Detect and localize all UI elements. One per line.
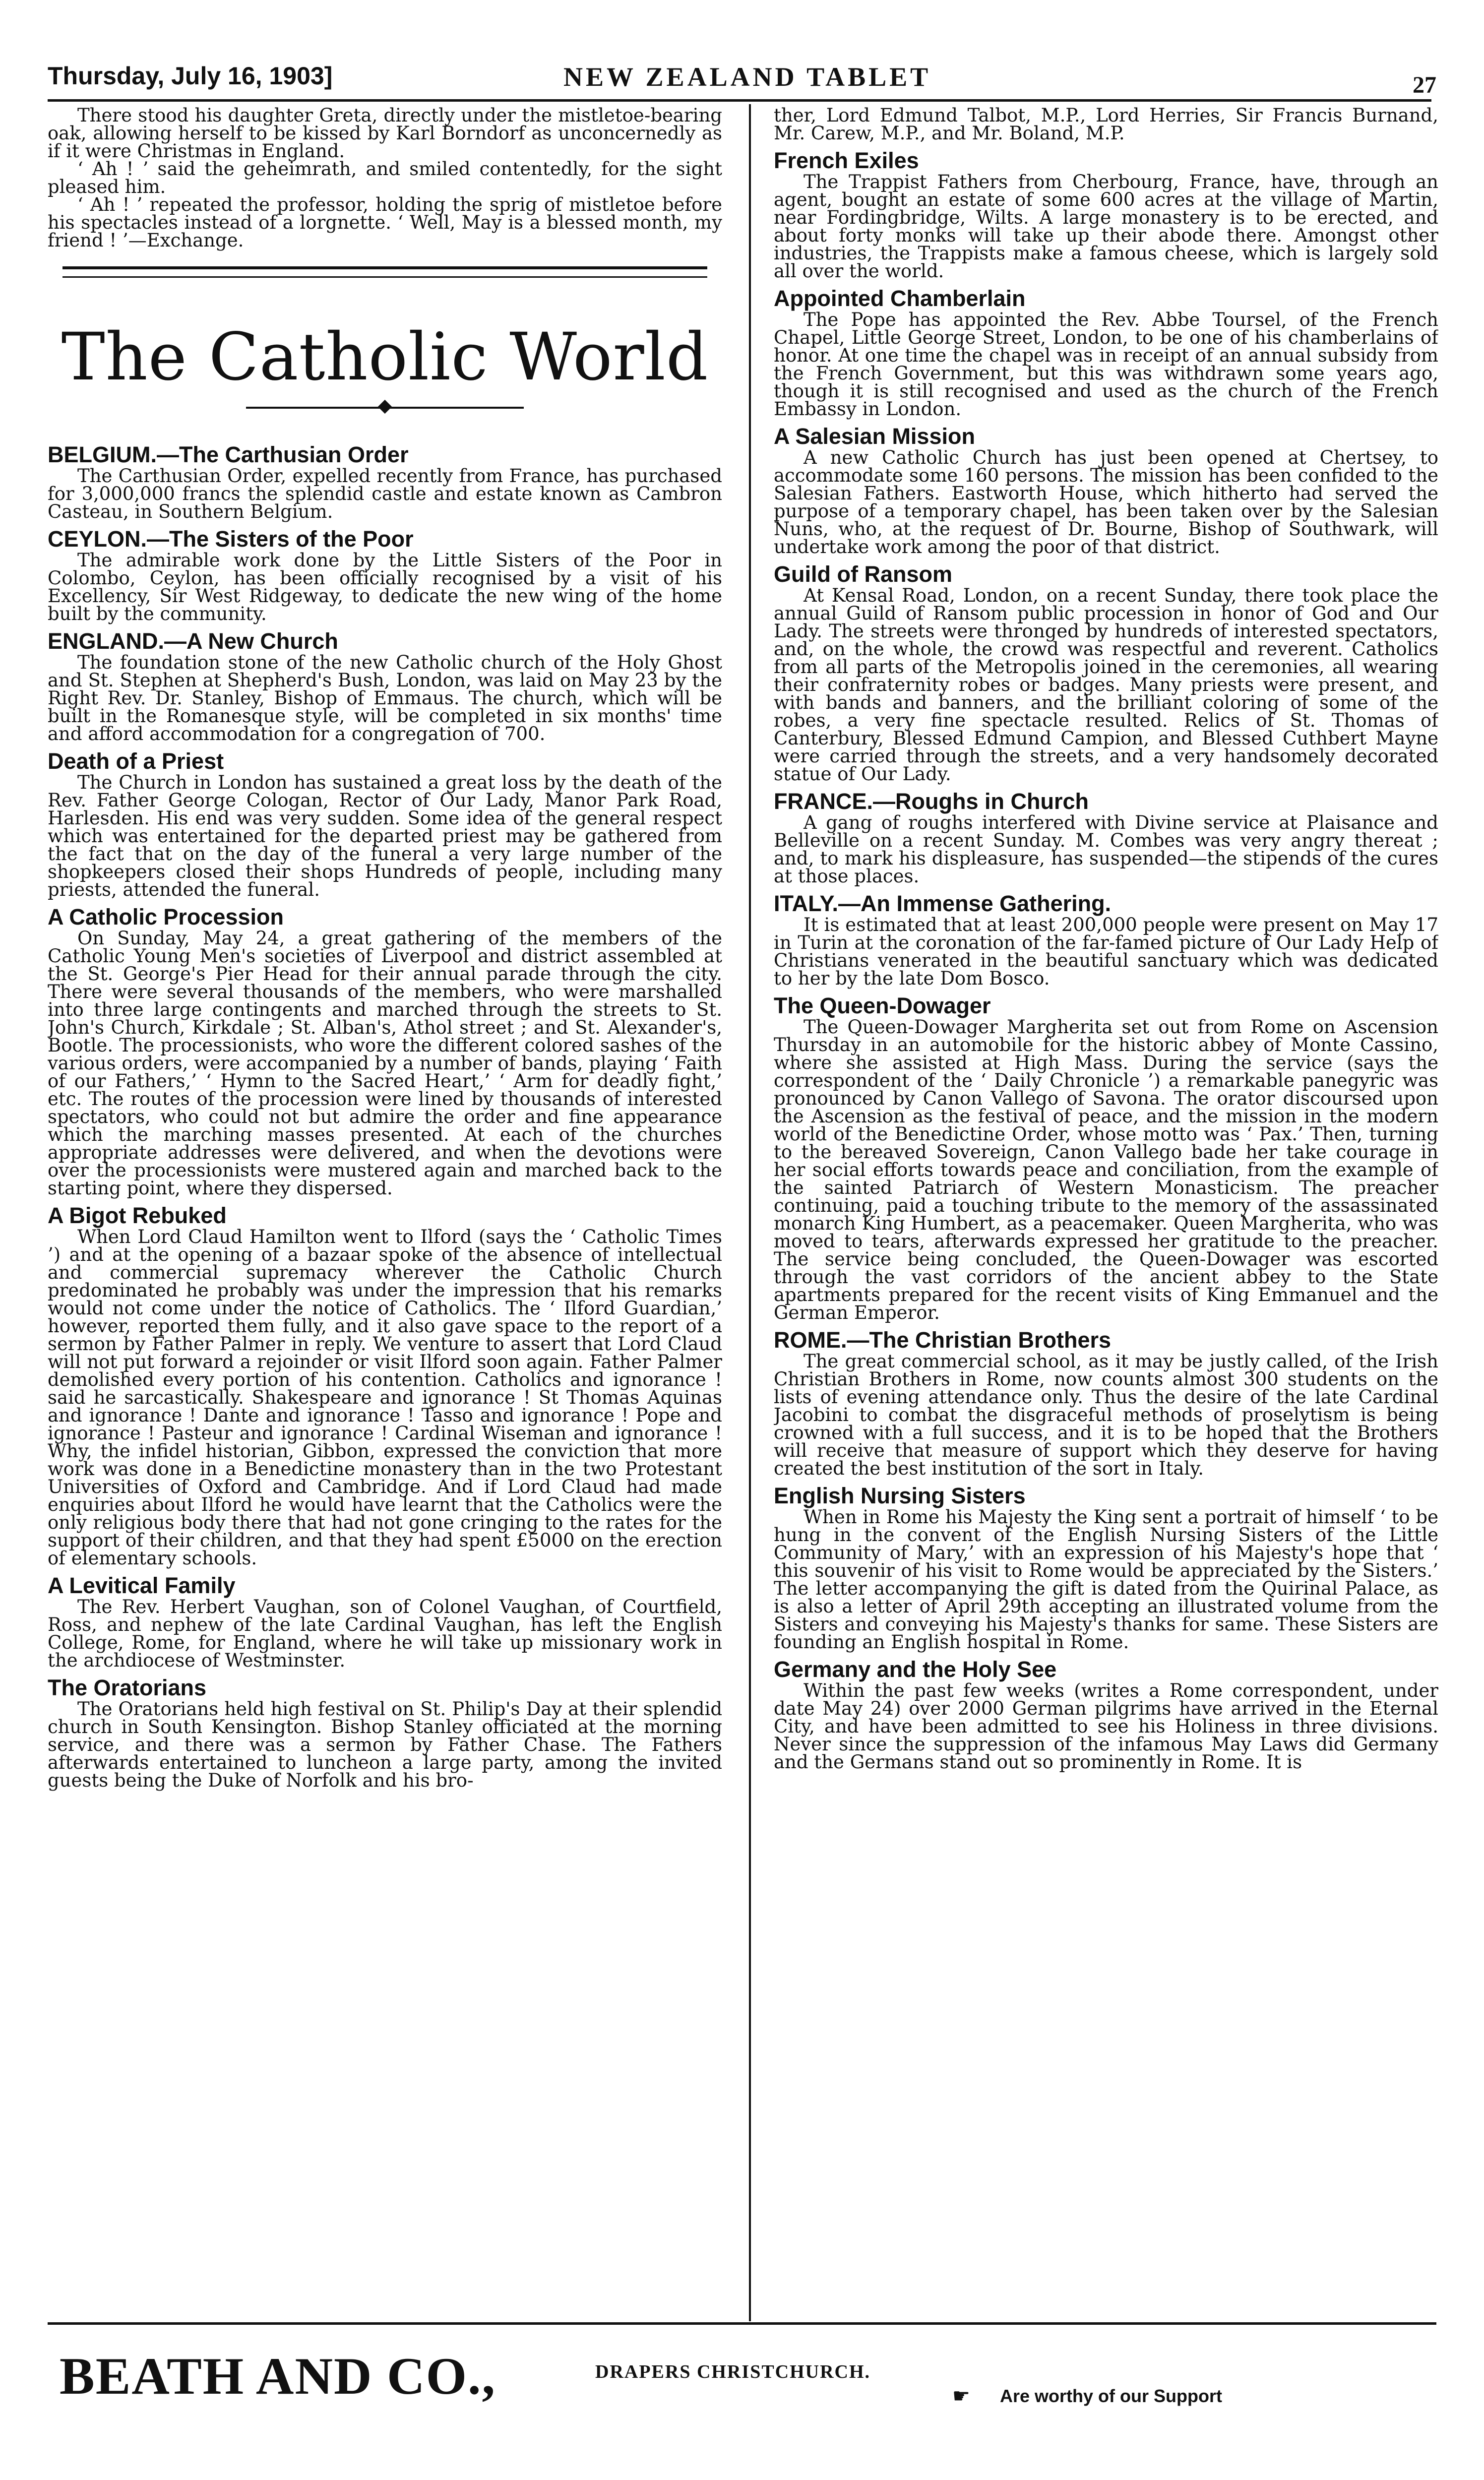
issue-date: Thursday, July 16, 1903] [48,62,333,90]
article-text: The Church in London has sustained a great loss by the death of the Rev. Father George Cologan, Rector of Our Lady, Manor Park Road, Harlesden. His end was very sudden. Some idea of the general respect which was entertained for the departed priest may be gathered from the fact that on the day of the funeral a very large number of the shopkeepers closed their shops Hundreds of people, including many priests, attended the funeral. [48,772,722,900]
article-text: A gang of roughs interfered with Divine service at Plaisance and Belleville on a recent Sunday. M. Combes was very angry thereat ; and, to mark his displeasure, has suspended—the stipends of the cures at those places. [774,812,1438,887]
article-heading: A Salesian Mission [774,424,975,449]
article-heading: BELGIUM.—The Carthusian Order [48,442,409,467]
paragraph: There stood his daughter Greta, directly under the mistletoe-bearing oak, allowing herself to be kissed by Karl Borndorf as unconcernedly as if it were Christmas in England. [48,107,722,162]
section-title: The Catholic World [61,319,709,395]
page-number: 27 [1413,72,1436,98]
article-text: The Rev. Herbert Vaughan, son of Colonel Vaughan, of Courtfield, Ross, and nephew of the late Cardinal Vaughan, has left the English College, Rome, for England, where he will take up missionary work in the archdiocese of Westminster. [48,1596,722,1671]
article-heading: ROME.—The Christian Brothers [774,1327,1112,1353]
article-text: The Oratorians held high festival on St. Philip's Day at their splendid church in South Kensington. Bishop Stanley officiated at the morning service, and there was a sermon by Father Chase. The Fathers afterwards entertained to luncheon a large party, among the invited guests being the Duke of Norfolk and his bro- [48,1698,722,1791]
article-heading: ITALY.—An Immense Gathering. [774,891,1112,916]
continued-text: ther, Lord Edmund Talbot, M.P., Lord Herries, Sir Francis Burnand, Mr. Carew, M.P., and Mr. Boland, M.P. [774,107,1438,144]
article-text: The admirable work done by the Little Sisters of the Poor in Colombo, Ceylon, has been officially recognised by a visit of his Excellency, Sir West Ridgeway, to dedicate the new wing of the home built by the community. [48,550,722,624]
paragraph: ‘ Ah ! ’ said the geheimrath, and smiled contentedly, for the sight pleased him. [48,158,722,197]
article-heading: ENGLAND.—A New Church [48,628,338,654]
article-text: When Lord Claud Hamilton went to Ilford (says the ‘ Catholic Times ’) and at the opening of a bazaar spoke of the absence of intellectual and commercial supremacy wherever the Catholic Church predominated he probably was under the impression that his remarks would not come under the notice of Catholics. The ‘ Ilford Guardian,’ however, reported them fully, and it also gave space to the report of a sermon by Father Palmer in reply. We venture to assert that Lord Claud will not put forward a rejoinder or visit Ilford soon again. Father Palmer demolished every portion of his contention. Catholics and ignorance ! said he sarcastically. Shakespeare and ignorance ! St Thomas Aquinas and ignorance ! Dante and ignorance ! Tasso and ignorance ! Pope and ignorance ! Pasteur and ignorance ! Cardinal Wiseman and ignorance ! Why, the infidel historian, Gibbon, expressed the conviction that more work was done in a Benedictine monastery than in the two Protestant Universities of Oxford and Cambridge. And if Lord Claud had made enquiries about Ilford he would have learnt that the Catholics were the only religious body there that had not gone cringing to the rates for the support of their children, and that they had spent £5000 on the erection of elementary schools. [48,1226,722,1569]
article-heading: A Bigot Rebuked [48,1203,227,1228]
page-header [48,56,1436,100]
article-text: The Carthusian Order, expelled recently from France, has purchased for 3,000,000 francs the splendid castle and estate known as Cambron Casteau, in Southern Belgium. [48,465,722,522]
left-column [48,107,722,2319]
article-text: The great commercial school, as it may be justly called, of the Irish Christian Brothers in Rome, now counts almost 300 students on the lists of evening attendance only. Thus the desire of the late Cardinal Jacobini to combat the disgraceful methods of proselytism is being crowned with a full success, and it is to be hoped that the Brothers will receive that measure of support which they deserve for having created the best institution of the sort in Italy. [774,1351,1438,1479]
advertiser-name: BEATH AND CO., [60,2347,496,2405]
right-column [774,107,1438,2319]
article-text: The Pope has appointed the Rev. Abbe Toursel, of the French Chapel, Little George Street, London, to be one of his chamberlains of honor. At one time the chapel was in receipt of an annual subsidy from the French Government, but this was withdrawn some years ago, though it is still recognised and used as the church of the French Embassy in London. [774,309,1438,420]
article-heading: Guild of Ransom [774,561,952,587]
footer-rule [48,2322,1436,2325]
article-text: The Trappist Fathers from Cherbourg, France, have, through an agent, bought an estate of some 600 acres at the village of Martin, near Fordingbridge, Wilts. A large monastery is to be erected, and about forty monks will take up their abode there. Amongst other industries, the Trappists make a famous cheese, which is largely sold all over the world. [774,171,1438,282]
article-text: When in Rome his Majesty the King sent a portrait of himself ‘ to be hung in the convent of the English Nursing Sisters of the Little Community of Mary,’ with an expression of his Majesty's hope that ‘ this souvenir of his visit to Rome would be appreciated by the Sisters.’ The letter accompanying the gift is dated from the Quirinal Palace, as is also a letter of April 29th accepting an illustrated volume from the Sisters and conveying his Majesty's thanks for same. These Sisters are founding an English hospital in Rome. [774,1506,1438,1653]
article-heading: French Exiles [774,148,919,173]
article-heading: Germany and the Holy See [774,1657,1057,1682]
article-heading: CEYLON.—The Sisters of the Poor [48,526,414,552]
support-slogan: Are worthy of our Support [1000,2386,1222,2406]
intro-story [48,107,722,249]
article-text: The foundation stone of the new Catholic church of the Holy Ghost and St. Stephen at Shepherd's Bush, London, was laid on May 23 by the Right Rev. Dr. Stanley, Bishop of Emmaus. The church, which will be built in the Romanesque style, will be completed in six months' time and afford accommodation for a congregation of 700. [48,652,722,744]
advertiser-trade: DRAPERS CHRISTCHURCH. [595,2361,871,2382]
pointing-hand-icon: ☛ [952,2385,970,2408]
ornament-divider [246,407,524,409]
article-text: The Queen-Dowager Margherita set out from Rome on Ascension Thursday in an automobile for the historic abbey of Monte Cassino, where she assisted at High Mass. During the service (says the correspondent of the ‘ Daily Chronicle ’) a remarkable panegyric was pronounced by Canon Vallego of Savona. The orator discoursed upon the Ascension as the festival of peace, and the mission in the modern world of the Benedictine Order, whose motto was ‘ Pax.’ Then, turning to the bereaved Sovereign, Canon Vallego bade her take courage in her social efforts towards peace and conciliation, from the example of the sainted Patriarch of Western Monasticism. The preacher continuing, paid a touching tribute to the memory of the assassinated monarch King Humbert, as a peacemaker. Queen Margherita, who was moved to tears, afterwards expressed her gratitude to the preacher. The service being concluded, the Queen-Dowager was escorted through the vast corridors of the ancient abbey to the State apartments prepared for the recent visits of King Emmanuel and the German Emperor. [774,1016,1438,1323]
article-heading: The Queen-Dowager [774,993,991,1018]
column-divider [749,104,751,2321]
masthead: NEW ZEALAND TABLET [563,62,931,92]
article-heading: A Catholic Procession [48,904,284,930]
article-text: A new Catholic Church has just been opened at Chertsey, to accommodate some 160 persons. The mission has been confided to the Salesian Fathers. Eastworth House, which hitherto had served the purpose of a temporary chapel, has been taken over by the Salesian Nuns, who, at the request of Dr. Bourne, Bishop of Southwark, will undertake work among the poor of that district. [774,447,1438,558]
article-text: On Sunday, May 24, a great gathering of the members of the Catholic Young Men's societies of Liverpool and district assembled at the St. George's Pier Head for their annual parade through the city. There were several thousands of the members, who were marshalled into three large contingents and marched through the streets to St. John's Church, Kirkdale ; St. Alban's, Athol street ; and St. Alexander's, Bootle. The processionists, who wore the different colored sashes of the various orders, were accompanied by a number of bands, playing ‘ Faith of our Fathers,’ ‘ Hymn to the Sacred Heart,’ ‘ Arm for deadly fight,’ etc. The routes of the procession were lined by thousands of interested spectators, who could not but admire the order and fine appearance which the marching masses presented. At each of the churches appropriate addresses were delivered, and when the devotions were over the processionists were mustered again and marched back to the starting point, where they dispersed. [48,928,722,1199]
article-text: At Kensal Road, London, on a recent Sunday, there took place the annual Guild of Ransom public procession in honor of God and Our Lady. The streets were thronged by hundreds of interested spectators, and, on the whole, the crowd was respectful and reverent. Catholics from all parts of the Metropolis joined in the ceremonies, all wearing their confraternity robes or badges. Many priests were present, and with bands and banners, and the brilliant coloring of some of the robes, a very fine spectacle resulted. Relics of St. Thomas of Canterbury, Blessed Edmund Campion, and Blessed Cuthbert Mayne were carried through the streets, and a very handsomely decorated statue of Our Lady. [774,585,1438,785]
article-heading: The Oratorians [48,1675,207,1700]
paragraph: ‘ Ah ! ’ repeated the professor, holding the sprig of mistletoe before his spectacles instead of a lorgnette. ‘ Well, May is a blessed month, my friend ! ’—Exchange. [48,194,722,251]
article-heading: Death of a Priest [48,748,224,774]
article-heading: A Levitical Family [48,1573,236,1598]
article-text: Within the past few weeks (writes a Rome correspondent, under date May 24) over 2000 German pilgrims have arrived in the Eternal City, and have been admitted to see his Holiness in three divisions. Never since the suppression of the infamous May Laws did Germany and the Germans stand out so prominently in Rome. It is [774,1680,1438,1773]
article-text: It is estimated that at least 200,000 people were present on May 17 in Turin at the coronation of the far-famed picture of Our Lady Help of Christians venerated in the beautiful sanctuary which was dedicated to her by the late Dom Bosco. [774,914,1438,989]
divider-double-rule [62,266,707,278]
header-rule [48,99,1431,102]
article-heading: FRANCE.—Roughs in Church [774,789,1089,814]
diamond-icon [378,400,392,414]
article-heading: English Nursing Sisters [774,1483,1026,1508]
article-heading: Appointed Chamberlain [774,286,1026,311]
